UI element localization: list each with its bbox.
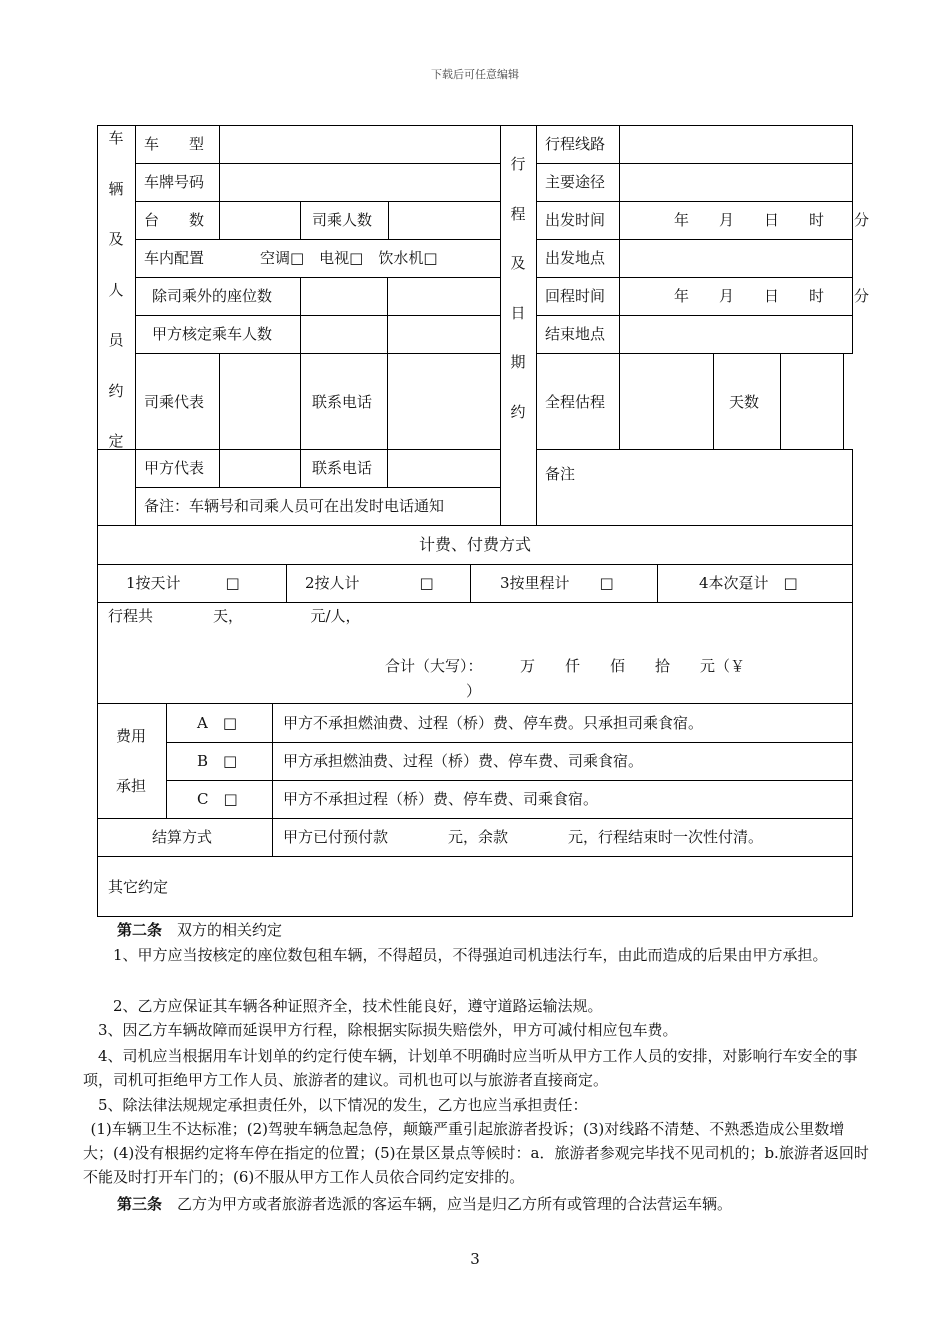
cost-text-a: 甲方不承担燃油费、过程（桥）费、停车费。只承担司乘食宿。: [283, 714, 704, 732]
seats-label: 除司乘外的座位数: [152, 287, 273, 305]
total-close: ）: [466, 682, 482, 700]
side-label-char: 辆: [108, 179, 124, 198]
phone2-value[interactable]: [387, 449, 501, 488]
settle-text: 甲方已付预付款 元，余款 元，行程结束时一次性付清。: [283, 828, 764, 846]
passengers-label: 甲方核定乘车人数: [152, 325, 273, 343]
article-2-item-5-detail: (1)车辆卫生不达标准；(2)驾驶车辆急起急停，颠簸严重引起旅游者投诉；(3)对线路不清楚、不熟悉造成公里数增大；(4)没有根据约定将车停在指定的位置；(5)在景区景点等候时：a．旅游者参观完毕找不见司机的；b.旅游者返回时不能及时打开车门的；(6)不服从甲方工作人员依合同约定安排的。: [83, 1120, 869, 1186]
depart-place-label: 出发地点: [545, 249, 606, 267]
cell: [387, 277, 501, 316]
cell: [387, 315, 501, 354]
cost-text-b: 甲方承担燃油费、过程（桥）费、停车费、司乘食宿。: [283, 752, 644, 770]
billing-title: 计费、付费方式: [418, 535, 531, 554]
end-place-value[interactable]: [619, 315, 853, 354]
side-label-char: 车: [108, 129, 124, 147]
article-2-item-1: 1、甲方应当按核定的座位数包租车辆，不得超员，不得强迫司机违法行车，由此而造成的后果由甲方承担。: [113, 946, 828, 964]
side-label-char: 定: [108, 432, 124, 450]
distance-label: 全程估程: [545, 393, 606, 411]
driver-rep-label: 司乘代表: [144, 393, 205, 411]
driver-count-label: 司乘人数: [312, 211, 373, 229]
itinerary-remark-cell[interactable]: [536, 449, 853, 526]
cost-text-c: 甲方不承担过程（桥）费、停车费、司乘食宿。: [283, 790, 599, 808]
depart-place-value[interactable]: [619, 239, 853, 278]
seats-value[interactable]: [300, 277, 388, 316]
article-2-item-5: 5、除法律法规规定承担责任外，以下情况的发生，乙方也应当承担责任：: [98, 1096, 588, 1114]
side-label-char: 及: [108, 230, 124, 248]
phone1-value[interactable]: [387, 353, 501, 450]
plate-value[interactable]: [219, 163, 501, 202]
count-value[interactable]: [219, 201, 301, 240]
settle-label: 结算方式: [152, 828, 213, 846]
article-2-title: 第二条: [117, 921, 163, 939]
side-label-char: 约: [510, 402, 526, 421]
phone2-label: 联系电话: [312, 459, 373, 477]
route-value[interactable]: [619, 125, 853, 164]
article-2-heading-text: 双方的相关约定: [162, 921, 283, 939]
car-type-value[interactable]: [219, 125, 501, 164]
days-value[interactable]: [780, 353, 844, 450]
article-2-heading: [117, 921, 282, 939]
distance-value[interactable]: [619, 353, 714, 450]
car-type-label: 车 型: [144, 135, 205, 153]
via-value[interactable]: [619, 163, 853, 202]
header-note: 下载后可任意编辑: [431, 68, 519, 81]
route-label: 行程线路: [545, 135, 606, 153]
config-label: 车内配置: [144, 249, 205, 267]
cost-code-a[interactable]: A □: [197, 714, 238, 732]
end-place-label: 结束地点: [545, 325, 606, 343]
depart-time-units: 年 月 日 时 分: [674, 211, 870, 229]
driver-rep-value[interactable]: [219, 353, 301, 450]
side-label-char: 约: [108, 381, 124, 400]
return-time-units: 年 月 日 时 分: [674, 287, 870, 305]
side-label-char: 期: [510, 353, 526, 371]
cost-label-1: 费用: [116, 727, 147, 745]
depart-time-label: 出发时间: [545, 211, 606, 229]
days-label: 天数: [729, 393, 760, 411]
billing-option-lump[interactable]: 4本次趸计 □: [699, 574, 798, 592]
via-label: 主要途径: [545, 173, 606, 191]
article-3-text: 乙方为甲方或者旅游者选派的客运车辆，应当是归乙方所有或管理的合法营运车辆。: [162, 1195, 733, 1213]
other-terms-cell[interactable]: [97, 856, 853, 917]
party-a-rep-value[interactable]: [219, 449, 301, 488]
side-label-char: 人: [108, 280, 124, 299]
article-3-title: 第三条: [117, 1195, 163, 1213]
cost-label-cell: [97, 703, 167, 819]
total-line: 合计（大写）： 万 仟 佰 拾 元（￥: [385, 657, 746, 675]
trip-line: 行程共 天， 元/人，: [108, 607, 361, 625]
phone1-label: 联系电话: [312, 393, 373, 411]
side-label-char: 日: [510, 303, 526, 322]
billing-option-mileage[interactable]: 3按里程计 □: [500, 574, 614, 592]
billing-option-person[interactable]: 2按人计 □: [305, 574, 434, 592]
party-a-rep-label: 甲方代表: [144, 459, 205, 477]
billing-option-day[interactable]: 1按天计 □: [126, 574, 240, 592]
cost-label-2: 承担: [116, 777, 147, 795]
article-2-item-2: 2、乙方应保证其车辆各种证照齐全，技术性能良好，遵守道路运输法规。: [113, 997, 603, 1015]
plate-label: 车牌号码: [144, 173, 205, 191]
vehicle-side-cell-2: [97, 449, 136, 526]
itinerary-remark: 备注: [545, 465, 576, 483]
page-number: 3: [470, 1250, 480, 1268]
side-label-char: 程: [510, 204, 526, 223]
vehicle-remark: 备注：车辆号和司乘人员可在出发时电话通知: [144, 497, 445, 515]
side-label-char: 员: [108, 331, 124, 349]
other-terms-label: 其它约定: [108, 878, 169, 896]
side-label-char: 及: [510, 254, 526, 272]
passengers-value[interactable]: [300, 315, 388, 354]
driver-count-value[interactable]: [388, 201, 501, 240]
return-time-label: 回程时间: [545, 287, 606, 305]
article-3: [117, 1195, 732, 1213]
itinerary-side-cell: [500, 125, 537, 526]
cost-code-c[interactable]: C □: [197, 790, 238, 808]
side-label-char: 行: [510, 155, 526, 173]
cost-code-b[interactable]: B □: [197, 752, 238, 770]
article-2-item-4: 4、司机应当根据用车计划单的约定行使车辆，计划单不明确时应当听从甲方工作人员的安排，对影响行车安全的事项，司机可拒绝甲方工作人员、旅游者的建议。司机也可以与旅游者直接商定。: [83, 1047, 858, 1089]
config-options[interactable]: 空调□ 电视□ 饮水机□: [260, 249, 438, 267]
count-label: 台 数: [144, 211, 205, 229]
article-2-item-3: 3、因乙方车辆故障而延误甲方行程，除根据实际损失赔偿外，甲方可减付相应包车费。: [98, 1021, 678, 1039]
